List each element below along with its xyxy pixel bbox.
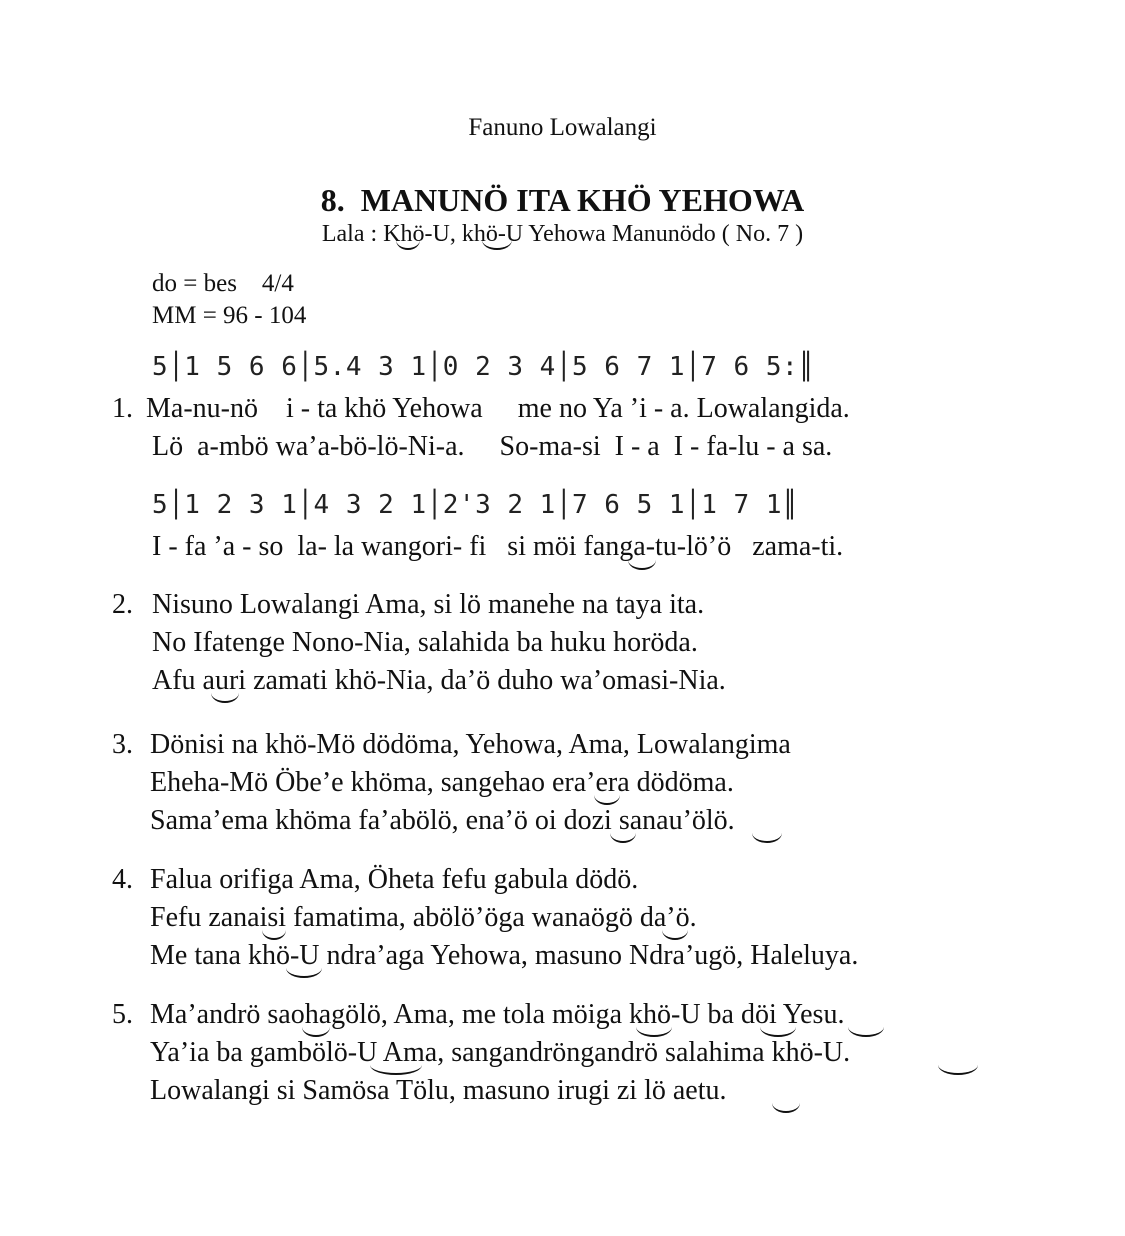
- verse-number: 1.: [112, 393, 133, 424]
- slur-mark: [848, 1027, 884, 1037]
- verse-1-line-2: Lö a-mbö wa’a-bö-lö-Ni-a. So-ma-si I - a I - fa-lu - a sa.: [152, 431, 833, 462]
- hymn-subtitle: Lala : Khö-U, khö-U Yehowa Manunödo ( No. 7 ): [321, 221, 804, 247]
- verse-4-line-3: Me tana khö-U ndra’aga Yehowa, masuno Ndra’ugö, Haleluya.: [150, 940, 859, 971]
- verse-number: 2.: [112, 589, 133, 620]
- slur-mark: [662, 930, 688, 940]
- slur-mark: [752, 833, 782, 843]
- slur-mark: [396, 240, 420, 250]
- verse-4-line-2: Fefu zanaisi famatima, abölö’öga wanaögö da’ö.: [150, 902, 697, 933]
- slur-mark: [211, 693, 239, 703]
- slur-mark: [610, 833, 636, 843]
- verse-1-line-3: I - fa ’a - so la- la wangori- fi si möi fanga-tu-lö’ö zama-ti.: [152, 531, 844, 562]
- verse-2-line-2: No Ifatenge Nono-Nia, salahida ba huku horöda.: [152, 627, 698, 658]
- notation-line-1: 5│1 5 6 6│5.4 3 1│0 2 3 4│5 6 7 1│7 6 5:║: [152, 352, 815, 382]
- verse-5-line-3: Lowalangi si Samösa Tölu, masuno irugi zi lö aetu.: [150, 1075, 727, 1106]
- verse-3-line-3: Sama’ema khöma fa’abölö, ena’ö oi dozi sanau’ölö.: [150, 805, 735, 836]
- slur-mark: [302, 1027, 330, 1037]
- slur-mark: [286, 968, 322, 978]
- slur-mark: [772, 1103, 800, 1113]
- slur-mark: [594, 795, 620, 805]
- verse-number: 3.: [112, 729, 133, 760]
- verse-5-line-2: Ya’ia ba gambölö-U Ama, sangandröngandrö salahima khö-U.: [150, 1037, 851, 1068]
- verse-3-line-1: Dönisi na khö-Mö dödöma, Yehowa, Ama, Lowalangima: [150, 729, 791, 760]
- verse-3-line-2: Eheha-Mö Öbe’e khöma, sangehao era’era dödöma.: [150, 767, 734, 798]
- slur-mark: [370, 1065, 422, 1075]
- slur-mark: [482, 240, 512, 250]
- tempo-marking: MM = 96 - 104: [152, 302, 307, 329]
- slur-mark: [938, 1065, 978, 1075]
- verse-number: 4.: [112, 864, 133, 895]
- notation-line-2: 5│1 2 3 1│4 3 2 1│2'3 2 1│7 6 5 1│1 7 1║: [152, 490, 799, 520]
- verse-number: 5.: [112, 999, 133, 1030]
- page-header: Fanuno Lowalangi: [468, 114, 657, 141]
- verse-4-line-1: Falua orifiga Ama, Öheta fefu gabula dödö.: [150, 864, 639, 895]
- slur-mark: [636, 1027, 672, 1037]
- verse-5-line-1: Ma’andrö saohagölö, Ama, me tola möiga khö-U ba döi Yesu.: [150, 999, 845, 1030]
- verse-2-line-3: Afu auri zamati khö-Nia, da’ö duho wa’omasi-Nia.: [152, 665, 726, 696]
- verse-2-line-1: Nisuno Lowalangi Ama, si lö manehe na taya ita.: [152, 589, 705, 620]
- key-signature: do = bes 4/4: [152, 270, 294, 297]
- hymn-title: 8. MANUNÖ ITA KHÖ YEHOWA: [320, 182, 805, 218]
- verse-1-line-1: Ma-nu-nö i - ta khö Yehowa me no Ya ’i - a. Lowalangida.: [146, 393, 850, 424]
- slur-mark: [760, 1027, 796, 1037]
- slur-mark: [262, 930, 286, 940]
- slur-mark: [628, 560, 656, 570]
